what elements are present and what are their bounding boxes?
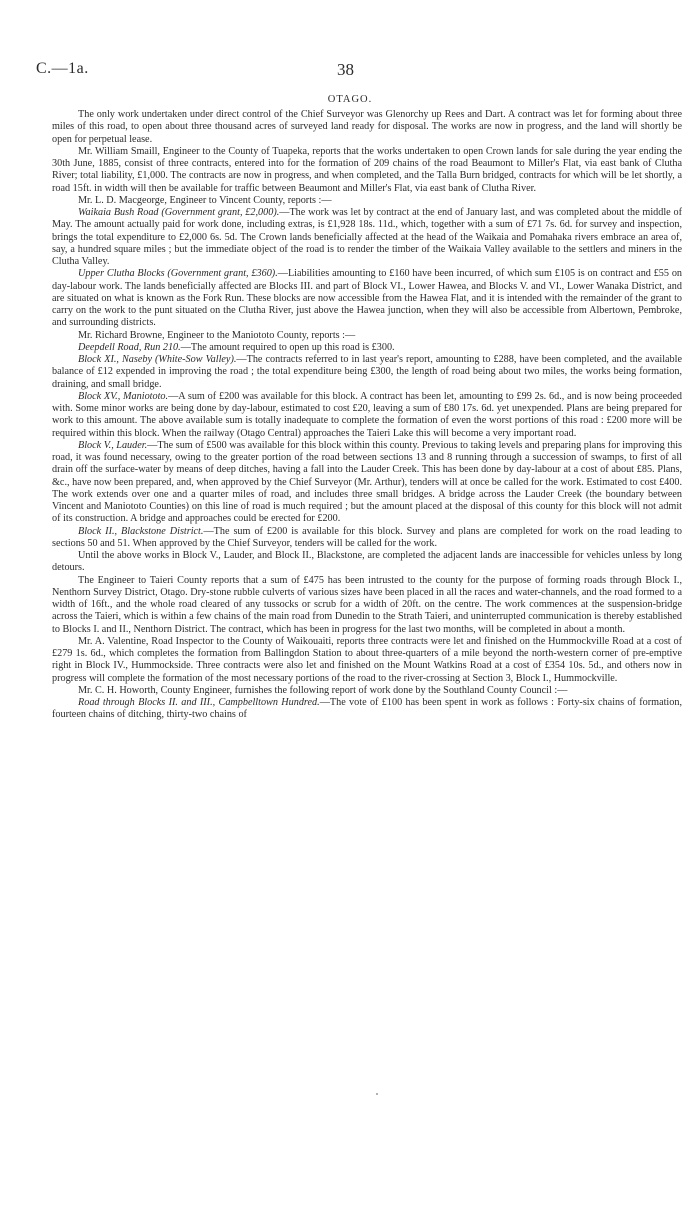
paragraph-waikouaiti: Mr. A. Valentine, Road Inspector to the County of Waikouaiti, reports three contracts were let and finished on the Hummockville Road at a cost of £279 1s. 6d., which completes the formation from Ballingdon Station to about three-quarters of a mile beyond the north-western corner of pre-emptive right in Block IV., Hummockside. Three contracts were also let and finished on the Mount Watkins Road at a cost of £354 10s. 5d., and others now in progress will complete the formation of the most necessary portions of the road to the river-crossing at Section 3, Block I., Hummockville. [52,635,682,684]
paragraph-naseby: Block XI., Naseby (White-Sow Valley).—The contracts referred to in last year's report, amounting to £288, have been completed, and the available balance of £12 expended in improving the road ; the total expenditure being £300, the length of road being about two miles, the works being formation, draining, and small bridge. [52,354,682,390]
report-body [52,109,682,722]
paragraph-title: Upper Clutha Blocks (Government grant, £360). [78,268,278,280]
paragraph-title: Deepdell Road, Run 210. [78,341,181,353]
paragraph-southland-intro: Mr. C. H. Howorth, County Engineer, furnishes the following report of work done by the Southland County Council :— [78,684,568,696]
paragraph-tuapeka: Mr. William Smaill, Engineer to the County of Tuapeka, reports that the works undertaken to open Crown lands for sale during the year ending the 30th June, 1885, consist of three contracts, entered into for the formation of 209 chains of the road Beaumont to Miller's Flat, via east bank of Clutha River; total liability, £1,000. The contracts are now in progress, and when completed, and the Talla Burn bridged, contracts for which will be let shortly, a road 15ft. in width will then be available for traffic between Beaumont and Miller's Flat, via east bank of Clutha River. [52,145,682,194]
paragraph-title: Block XI., Naseby (White-Sow Valley). [78,354,237,365]
paragraph-deepdell: Deepdell Road, Run 210.—The amount required to open up this road is £300. [78,341,395,353]
paragraph-title: Road through Blocks II. and III., Campbelltown Hundred. [78,697,320,708]
paragraph-maniototo-block: Block XV., Maniototo.—A sum of £200 was available for this block. A contract has been let, amounting to £99 2s. 6d., and is now being proceeded with. Some minor works are being done by day-labour, estimated to cost £20, leaving a sum of £80 17s. 6d. yet unexpended. Plans are being prepared for work to this amount. The above available sum is totally inadequate to complete the formation of even the worst portions of this road : £200 more will be required within this block. When the railway (Otago Central) approaches the Taieri Lake this will become a very important road. [52,390,682,439]
paragraph-campbelltown: Road through Blocks II. and III., Campbelltown Hundred.—The vote of £100 has been spent in work as follows : Forty-six chains of formation, fourteen chains of ditching, thirty-two chains of [52,697,682,721]
paragraph-upper-clutha: Upper Clutha Blocks (Government grant, £360).—Liabilities amounting to £160 have been incurred, of which sum £105 is on contract and £55 on day-labour work. The lands beneficially affected are Blocks III. and part of Block VI., Lower Hawea, and Blocks V. and VI., Lower Wanaka District, and are situated on what is known as the Fork Run. These blocks are now accessible from the Hawea Flat, and it is intended with the remainder of the grant to carry on the work to the punt situated on the Clutha River, just above the Hawea junction, when they will also be accessible from Albertown, Pembroke, and surrounding districts. [52,268,683,329]
page-number: 38 [337,60,354,79]
print-speck [376,1093,378,1095]
paragraph-glenorchy: The only work undertaken under direct control of the Chief Surveyor was Glenorchy up Rees and Dart. A contract was let for forming about three miles of this road, to open about three thousand acres of surveyed land ready for disposal. The works are now in progress, and the land will shortly be open for perpetual lease. [52,109,682,145]
paragraph-blackstone: Block II., Blackstone District.—The sum of £200 is available for this block. Survey and plans are completed for work on the road leading to sections 50 and 51. When approved by the Chief Surveyor, tenders will be called for the work. [52,525,682,549]
paragraph-waikaia: Waikaia Bush Road (Government grant, £2,000).—The work was let by contract at the end of January last, and was completed about the middle of May. The amount actually paid for work done, including extras, is £1,928 18s. 11d., which, together with a sum of £71 7s. 6d. for survey and inspection, brings the total expenditure to £2,000 6s. 5d. The Crown lands beneficially affected at the head of the Waikaia and Pomahaka rivers embrace an area of, say, a hundred square miles ; but the immediate object of the road is to render the timber of the Waikaia Valley available to the settlers and miners in the Clutha Valley. [52,207,682,267]
paragraph-vincent-intro: Mr. L. D. Macgeorge, Engineer to Vincent County, reports :— [78,194,332,206]
page-header [36,60,664,84]
document-code: C.—1a. [36,60,89,77]
paragraph-title: Block V., Lauder. [78,439,148,451]
paragraph-maniototo-intro: Mr. Richard Browne, Engineer to the Maniototo County, reports :— [78,329,356,341]
paragraph-title: Block II., Blackstone District. [78,525,204,537]
paragraph-title: Block XV., Maniototo. [78,390,169,402]
paragraph-taieri: The Engineer to Taieri County reports that a sum of £475 has been intrusted to the county for the purpose of forming roads through Block I., Nenthorn Survey District, Otago. Dry-stone rubble culverts of various sizes have been placed in all the races and water-channels, and the road formed to a width of 16ft., and the whole road cleared of any tussocks or scrub for a width of 20ft. on the centre. The work commences at the suspension-bridge across the Taieri, which is within a few chains of the main road from Dunedin to the Strath Taieri, and uninterrupted communication is thereby established to Blocks I. and II., Nenthorn District. The contract, which has been in progress for the last two months, will be completed in about a month. [52,574,682,635]
paragraph-until: Until the above works in Block V., Lauder, and Block II., Blackstone, are completed the adjacent lands are inaccessible for vehicles unless by long detours. [52,550,682,574]
paragraph-title: Waikaia Bush Road (Government grant, £2,000). [78,207,280,218]
section-heading: OTAGO. [327,94,373,105]
paragraph-lauder: Block V., Lauder.—The sum of £500 was available for this block within this county. Previous to taking levels and preparing plans for improving this road, it was found necessary, owing to the greater portion of the road between sections 13 and 8 running through a succession of swamps, to first of all drain off the surface-water by means of deep ditches, having a fall into the Lauder Creek. This has been done by day-labour at a cost of about £85. Plans, &c., have now been prepared, and, when approved by the Chief Surveyor (Mr. Arthur), tenders will at once be called for the work. Estimated to cost £400. The work extends over one and a quarter miles of road, and includes three small bridges. A bridge across the Lauder Creek (the boundary between Vincent and Maniototo Counties) on this line of road is much required ; but the amount placed at the disposal of this county for this block will not admit of its construction. A bridge and approaches could be erected for £200. [52,439,682,525]
